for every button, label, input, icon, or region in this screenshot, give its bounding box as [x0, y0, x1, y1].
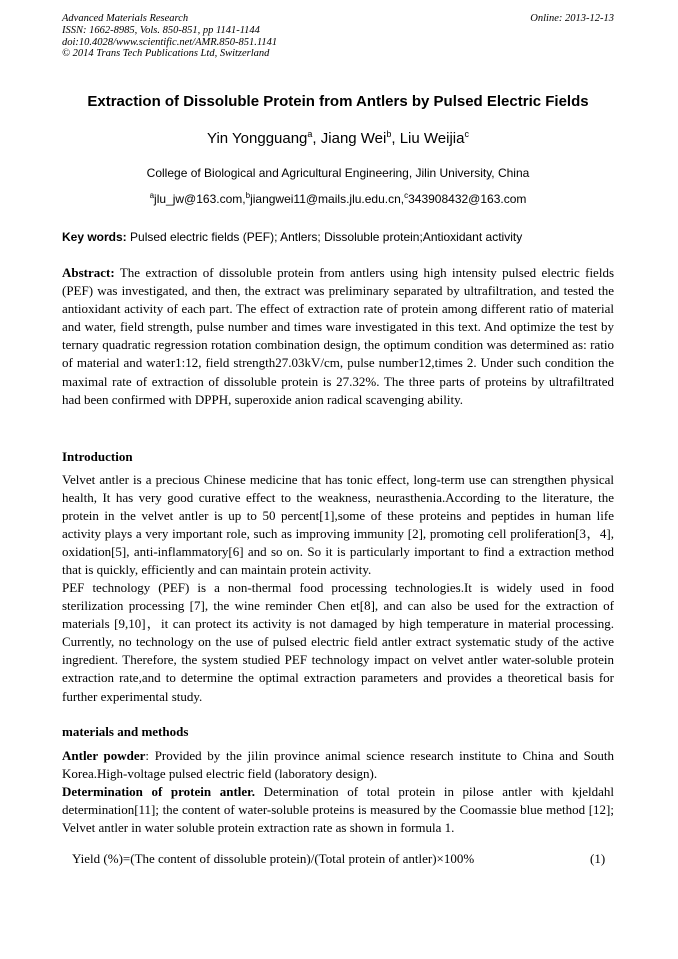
yield-formula: Yield (%)=(The content of dissoluble protein)/(Total protein of antler)×100%	[72, 851, 475, 866]
introduction-paragraph-2: PEF technology (PEF) is a non-thermal food processing technologies.It is widely used in food sterilization processing [7], the wine reminder Chen et[8], and can also be used for the extraction of materials [9,10]，it can protect its activity is not damaged by high temperature in material processing. Currently, no technology on the use of pulsed electric field antler extract systematic study of the active ingredient. Therefore, the system studied PEF technology impact on velvet antler water-soluble protein extraction rate,and to determine the optimal extraction parameters and provides a theoretical basis for further experimental study.	[62, 580, 614, 704]
email-address[interactable]: jlu_jw@163.com,	[154, 192, 246, 206]
issn-line: ISSN: 1662-8985, Vols. 850-851, pp 1141-1144	[62, 24, 260, 36]
keywords-text: Pulsed electric fields (PEF); Antlers; Dissoluble protein;Antioxidant activity	[126, 230, 523, 244]
online-date: Online: 2013-12-13	[530, 13, 614, 24]
copyright-line: © 2014 Trans Tech Publications Ltd, Switzerland	[62, 48, 270, 60]
email-mark: a	[149, 191, 155, 200]
author-name: Yin Yongguang	[207, 130, 308, 147]
protein-determination-paragraph	[62, 783, 614, 837]
author-mark: b	[386, 129, 392, 139]
author-mark: c	[464, 129, 469, 139]
email-mark: b	[245, 191, 251, 200]
author-mark: a	[307, 129, 313, 139]
email-address[interactable]: jiangwei11@mails.jlu.edu.cn,	[250, 192, 405, 206]
keywords	[62, 230, 614, 244]
protein-determination-text: Determination of total protein in pilose antler with kjeldahl determination[11]; the content of water-soluble proteins is measured by the Coomassie blue method [12]; Velvet antler in water soluble protein extraction rate as shown in formula 1.	[62, 784, 614, 836]
journal-header	[62, 13, 277, 60]
antler-powder-text: : Provided by the jilin province animal science research institute to China and South Korea.High-voltage pulsed electric field (laboratory design).	[62, 748, 614, 782]
email-mark: c	[404, 191, 409, 200]
introduction-paragraph-1: Velvet antler is a precious Chinese medicine that has tonic effect, long-term use can strengthen physical health, It has very good curative effect to the weakness, neurasthenia.According to the literature, the protein in the velvet antler is up to 50 percent[1],some of these proteins and peptides in human life activity plays a very important role, such as improving immunity [2], promoting cell proliferation[3，4], oxidation[5], anti-inflammatory[6] and so on. So it is particularly important to find a extraction method that is quickly, efficiently and can maintain protein activity.	[62, 472, 614, 578]
author-name: Jiang Wei	[320, 130, 387, 147]
introduction-heading: Introduction	[62, 449, 133, 464]
keywords-label: Key words:	[62, 230, 127, 244]
antler-powder-paragraph	[62, 747, 614, 783]
abstract-text: The extraction of dissoluble protein from antlers using high intensity pulsed electric fields (PEF) was investigated, and then, the extract was preliminary separated by ultrafiltration, and tested the antioxidant activity of each part. The effect of extraction rate of protein among different ratio of material and water, field strength, pulse number and times ware investigated in this text. And optimize the test by ternary quadratic regression rotation combination design, the optimum condition was determined as: ratio of material and water1:12, field strength27.03kV/cm, pulse number12,times 2. Under such condition the maximal rate of extraction of dissoluble protein is 27.32%. The three parts of proteins by ultrafiltrated had been confirmed with DPPH, superoxide anion radical scavenging ability.	[62, 265, 614, 407]
formula-number: (1)	[590, 851, 606, 866]
author-list	[62, 130, 614, 147]
doi-line: doi:10.4028/www.scientific.net/AMR.850-851.1141	[62, 36, 278, 48]
affiliation: College of Biological and Agricultural Engineering, Jilin University, China	[146, 166, 530, 180]
antler-powder-label: Antler powder	[62, 748, 146, 763]
email-address[interactable]: 343908432@163.com	[408, 192, 527, 206]
author-name: Liu Weijia	[399, 130, 465, 147]
abstract-label: Abstract:	[62, 265, 115, 280]
journal-name: Advanced Materials Research	[62, 13, 189, 24]
methods-heading: materials and methods	[62, 724, 189, 739]
author-separator: ,	[391, 130, 400, 147]
protein-determination-label: Determination of protein antler.	[62, 784, 255, 799]
abstract	[62, 264, 614, 409]
author-separator: ,	[312, 130, 321, 147]
paper-title: Extraction of Dissoluble Protein from Antlers by Pulsed Electric Fields	[87, 93, 589, 110]
email-list	[62, 192, 614, 206]
